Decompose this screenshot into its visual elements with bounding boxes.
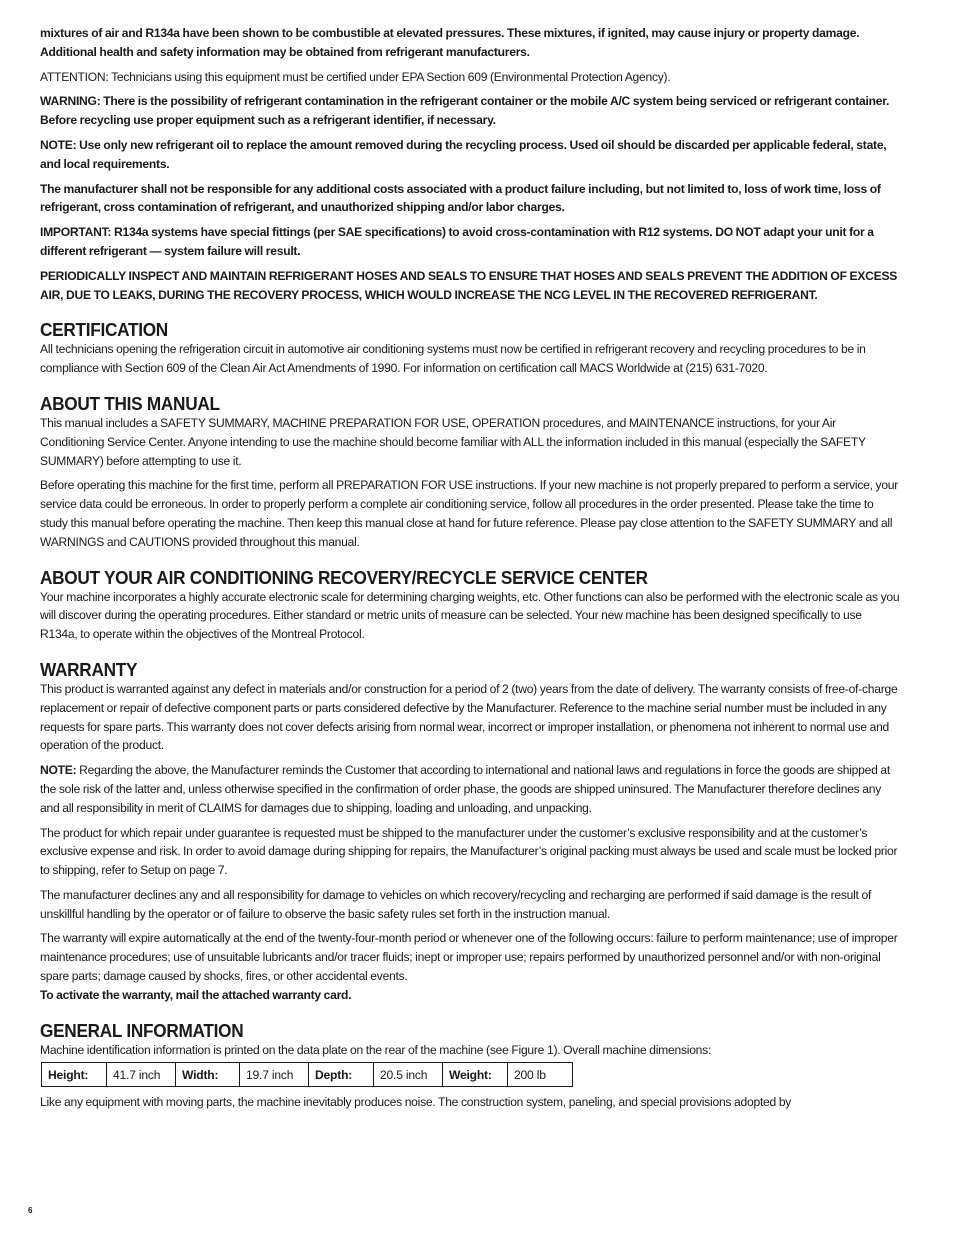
weight-label: Weight: (443, 1063, 508, 1087)
attention-paragraph: ATTENTION: Technicians using this equipment must be certified under EPA Section 609 (Environmental Protection Agency). (40, 69, 671, 84)
warranty-paragraph-3: The product for which repair under guarantee is requested must be shipped to the manufacturer under the customer’s exclusive responsibility and at the customer’s exclusive expense and risk. In order to avoid damage during shipping for repairs, the Manufacturer’s original packing must always be used and scale must be locked prior to shipping, refer to Setup on page 7. (40, 825, 898, 878)
warranty-note-label: NOTE: (40, 763, 77, 778)
height-label: Height: (42, 1063, 107, 1087)
manual-page (40, 24, 902, 1118)
important-paragraph: IMPORTANT: R134a systems have special fittings (per SAE specifications) to avoid cross-contamination with R12 systems. DO NOT adapt your unit for a different refrigerant — system failure will result. (40, 225, 874, 258)
general-information-heading: GENERAL INFORMATION (40, 1019, 244, 1041)
inspect-paragraph: PERIODICALLY INSPECT AND MAINTAIN REFRIGERANT HOSES AND SEALS TO ENSURE THAT HOSES AND SEALS PREVENT THE ADDITION OF EXCESS AIR, DUE TO LEAKS, DURING THE RECOVERY PROCESS, WHICH WOULD INCREASE THE NCG LEVEL IN THE RECOVERED REFRIGERANT. (40, 268, 898, 302)
about-manual-paragraph-2: Before operating this machine for the first time, perform all PREPARATION FOR USE instructions. If your new machine is not properly prepared to perform a service, your service data could be erroneous. In order to properly perform a complete air conditioning service, follow all procedures in the order presented. Please take the time to study this manual before operating the machine. Then keep this manual close at hand for future reference. Please pay close attention to the SAFETY SUMMARY and all WARNINGS and CAUTIONS provided throughout this manual. (40, 478, 899, 549)
dimensions-table (41, 1062, 573, 1087)
combustibility-paragraph: mixtures of air and R134a have been shown to be combustible at elevated pressures. These mixtures, if ignited, may cause injury or property damage. Additional health and safety information may be obtained from refrigerant manufacturers. (40, 26, 860, 59)
depth-value: 20.5 inch (374, 1063, 443, 1087)
depth-label: Depth: (309, 1063, 374, 1087)
width-label: Width: (176, 1063, 240, 1087)
warranty-paragraph-1: This product is warranted against any defect in materials and/or construction for a period of 2 (two) years from the date of delivery. The warranty consists of free-of-charge replacement or repair of defective component parts or parts considered defective by the Manufacturer. Reference to the machine serial number must be included in any requests for spare parts. This warranty does not cover defects arising from normal wear, incorrect or improper installation, or phenomena not inherent to normal use and operation of the product. (40, 681, 898, 753)
about-manual-paragraph-1: This manual includes a SAFETY SUMMARY, MACHINE PREPARATION FOR USE, OPERATION procedures, and MAINTENANCE instructions, for your Air Conditioning Service Center. Anyone intending to use the machine should become familiar with ALL the information included in this manual (especially the SAFETY SUMMARY) before attempting to use it. (40, 415, 866, 468)
certification-paragraph: All technicians opening the refrigeration circuit in automotive air conditioning systems must now be certified in refrigerant recovery and recycling procedures to be in compliance with Section 609 of the Clean Air Act Amendments of 1990. For information on certification call MACS Worldwide at (215) 631-7020. (40, 342, 866, 376)
dimensions-row (42, 1063, 573, 1087)
warranty-paragraph-4: The manufacturer declines any and all responsibility for damage to vehicles on which recovery/recycling and recharging are performed if said damage is the result of unskillful handling by the operator or of failure to observe the basic safety rules set forth in the instruction manual. (40, 887, 872, 921)
liability-paragraph: The manufacturer shall not be responsible for any additional costs associated with a product failure including, but not limited to, loss of work time, loss of refrigerant, cross contamination of refrigerant, and unauthorized shipping and/or labor charges. (40, 181, 881, 215)
width-value: 19.7 inch (240, 1063, 309, 1087)
warning-paragraph: WARNING: There is the possibility of refrigerant contamination in the refrigerant container or the mobile A/C system being serviced or refrigerant container. Before recycling use proper equipment such as a refrigerant identifier, if necessary. (40, 94, 890, 128)
about-center-paragraph: Your machine incorporates a highly accurate electronic scale for determining charging weights, etc. Other functions can also be performed with the electronic scale as you will discover during the operating procedures. Either standard or metric units of measure can be selected. Your new machine has been designed specifically to use R134a, to operate within the objectives of the Montreal Protocol. (40, 589, 900, 642)
general-information-paragraph-1: Machine identification information is printed on the data plate on the rear of the machine (see Figure 1). Overall machine dimensions: (40, 1042, 712, 1057)
weight-value: 200 lb (508, 1063, 573, 1087)
warranty-paragraph-5: The warranty will expire automatically at the end of the twenty-four-month period or whenever one of the following occurs: failure to perform maintenance; use of improper maintenance procedures; use of unsuitable lubricants and/or tracer fluids; inept or improper use; repairs performed by unauthorized personnel and/or with non-original spare parts; damage caused by shocks, fires, or other accidental events. (40, 931, 898, 984)
warranty-note-text: Regarding the above, the Manufacturer reminds the Customer that according to international and national laws and regulations in force the goods are shipped at the sole risk of the latter and, unless otherwise specified in the confirmation of order phase, the goods are shipped uninsured. The Manufacturer therefore declines any and all responsibility in merit of CLAIMS for damages due to shipping, loading and unloading, and unpacking. (40, 763, 890, 815)
certification-heading: CERTIFICATION (40, 319, 168, 341)
height-value: 41.7 inch (107, 1063, 176, 1087)
general-information-paragraph-2: Like any equipment with moving parts, the machine inevitably produces noise. The construction system, paneling, and special provisions adopted by (40, 1095, 792, 1110)
about-manual-heading: ABOUT THIS MANUAL (40, 392, 220, 414)
warranty-heading: WARRANTY (40, 658, 138, 680)
about-center-heading: ABOUT YOUR AIR CONDITIONING RECOVERY/RECYCLE SERVICE CENTER (40, 566, 648, 588)
page-number: 6 (28, 1206, 33, 1215)
warranty-note-paragraph (40, 761, 902, 817)
note-oil-paragraph: NOTE: Use only new refrigerant oil to replace the amount removed during the recycling process. Used oil should be discarded per applicable federal, state, and local requirements. (40, 137, 887, 171)
warranty-activate-paragraph: To activate the warranty, mail the attached warranty card. (40, 987, 352, 1002)
